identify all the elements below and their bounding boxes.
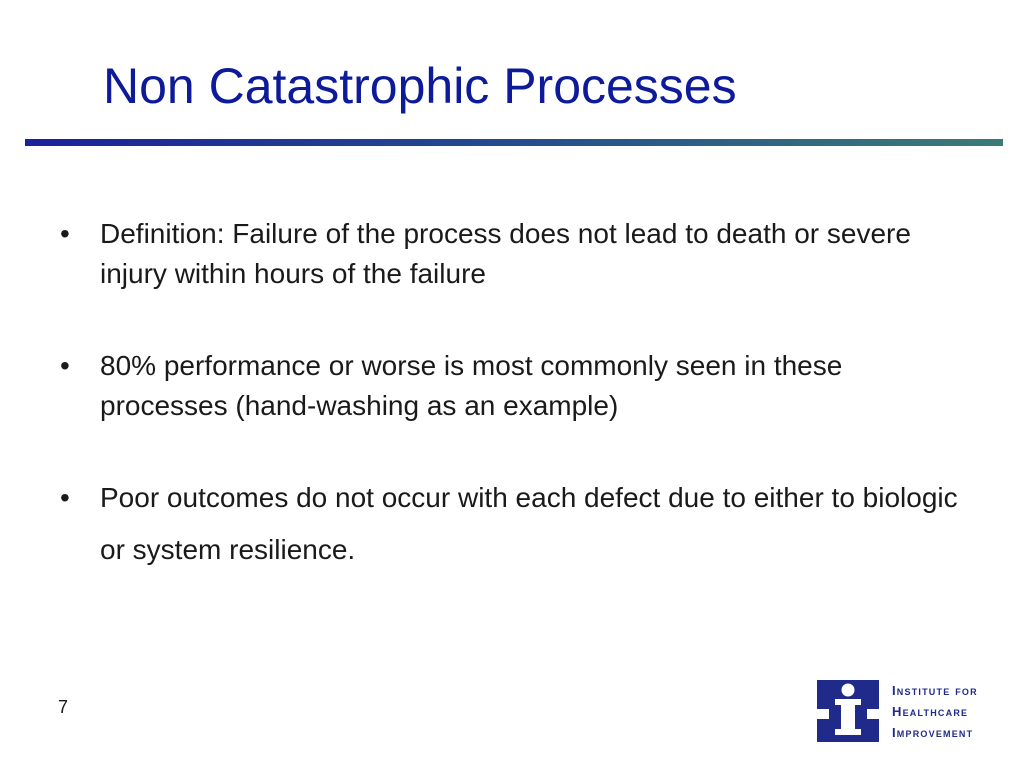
logo-line-1: Institute for	[892, 683, 978, 698]
ihi-logo-icon	[817, 680, 879, 742]
bullet-marker: •	[60, 482, 70, 513]
page-number: 7	[58, 697, 69, 717]
bullet-item	[58, 472, 958, 576]
title-divider	[25, 139, 1003, 146]
bullet-text: 80% performance or worse is most commonly seen in these processes (hand-washing as an example)	[100, 350, 843, 421]
logo-line-2: Healthcare	[892, 704, 969, 719]
bullet-text: Definition: Failure of the process does not lead to death or severe injury within hours of the failure	[100, 218, 911, 289]
bullet-item	[58, 346, 958, 426]
bullet-list	[58, 214, 958, 576]
bullet-marker: •	[60, 218, 70, 249]
bullet-item	[58, 214, 958, 294]
slide-title: Non Catastrophic Processes	[103, 58, 737, 114]
logo-line-3: Improvement	[892, 725, 974, 740]
bullet-text: Poor outcomes do not occur with each defect due to either to biologic or system resilience.	[100, 482, 958, 565]
ihi-logo-wordmark	[892, 680, 1002, 743]
ihi-logo	[817, 680, 1002, 743]
bullet-marker: •	[60, 350, 70, 381]
